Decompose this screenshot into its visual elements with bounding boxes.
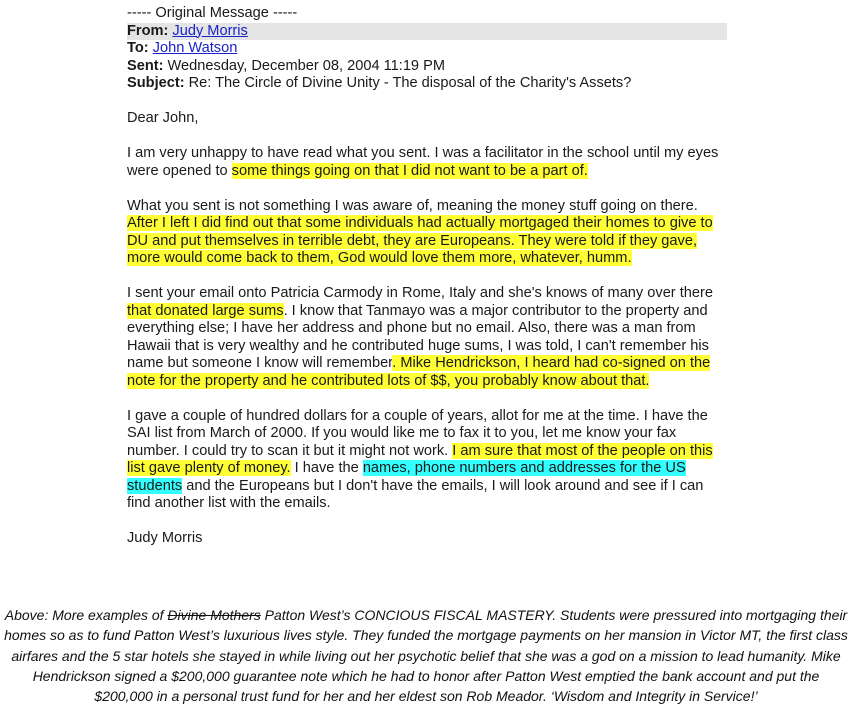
subject-line	[127, 75, 727, 93]
paragraph-3-text-b: . I know that Tanmayo was a major contributor to the property and everything else; I have her address and phone but no email. Also, there was a man from Hawaii that is very wealthy and he contributed huge sums, I was told, I can't remember his name but someone I know will remember	[127, 302, 709, 371]
paragraph-4	[127, 408, 727, 513]
email-body	[127, 5, 727, 548]
sent-line	[127, 58, 727, 76]
caption-struck-text: Divine Mothers	[167, 607, 261, 623]
greeting: Dear John,	[127, 110, 199, 126]
paragraph-2	[127, 198, 727, 268]
to-label: To:	[127, 40, 149, 56]
paragraph-3	[127, 285, 727, 390]
paragraph-2-highlight: After I left I did find out that some individuals had actually mortgaged their homes to give to DU and put themselves in terrible debt, they are Europeans. They were told if they gave, more would come back to them, God would love them more, whatever, humm.	[127, 215, 713, 266]
signature: Judy Morris	[127, 530, 203, 546]
paragraph-3-highlight-1: that donated large sums	[127, 302, 284, 319]
subject-value: Re: The Circle of Divine Unity - The disposal of the Charity's Assets?	[188, 75, 632, 91]
original-message-line: ----- Original Message -----	[127, 5, 298, 21]
image-caption	[4, 605, 848, 706]
paragraph-4-text-a: I gave a couple of hundred dollars for a couple of years, allot for me at the time. I have the SAI list from March of 2000. If you would like me to fax it to you, let me know your fax number. I could try to scan it but it might not work.	[127, 407, 708, 459]
paragraph-1	[127, 145, 727, 180]
paragraph-2-text: What you sent is not something I was aware of, meaning the money stuff going on there.	[127, 197, 698, 214]
to-recipient-link[interactable]: John Watson	[152, 40, 238, 56]
from-sender-link[interactable]: Judy Morris	[172, 22, 248, 39]
paragraph-1-text: I am very unhappy to have read what you sent. I was a facilitator in the school until my eyes were opened to	[127, 145, 719, 179]
caption-lead: Above: More examples of	[4, 607, 168, 623]
from-line	[127, 23, 727, 41]
paragraph-4-text-c: and the Europeans but I don't have the emails, I will look around and see if I can find another list with the emails.	[127, 477, 704, 511]
paragraph-4-text-b: I have the	[290, 460, 363, 476]
paragraph-4-highlight-yellow: I am sure that most of the people on this list gave plenty of money.	[127, 442, 713, 476]
subject-label: Subject:	[127, 75, 185, 91]
paragraph-3-highlight-2: . Mike Hendrickson, I heard had co-signed on the note for the property and he contributed lots of $$, you probably know about that.	[127, 355, 711, 389]
paragraph-4-highlight-cyan: names, phone numbers and addresses for the US students	[127, 460, 686, 494]
to-line	[127, 40, 727, 58]
sent-value: Wednesday, December 08, 2004 11:19 PM	[167, 57, 445, 74]
paragraph-1-highlight: some things going on that I did not want to be a part of.	[231, 162, 588, 179]
sent-label: Sent:	[127, 57, 164, 74]
paragraph-3-text-a: I sent your email onto Patricia Carmody in Rome, Italy and she's knows of many over there	[127, 285, 713, 301]
from-label: From:	[127, 22, 169, 39]
caption-rest: Patton West’s CONCIOUS FISCAL MASTERY. Students were pressured into mortgaging their homes so as to fund Patton West’s luxurious lives style. They funded the mortgage payments on her mansion in Victor MT, the first class airfares and the 5 star hotels she stayed in while living out her psychotic belief that she was a god on a mission to lead humanity. Mike Hendrickson signed a $200,000 guarantee note which he had to honor after Patton West emptied the bank account and put the $200,000 in a personal trust fund for her and her eldest son Rob Meador. ‘Wisdom and Integrity in Service!’	[4, 607, 848, 705]
